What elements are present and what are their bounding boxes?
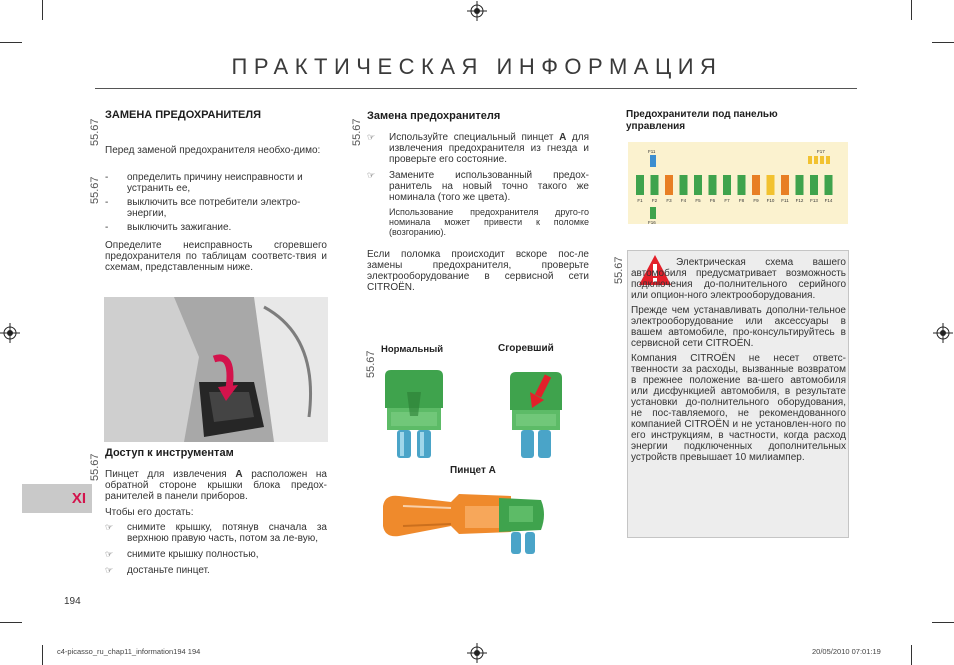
fuse-slot [636,175,644,195]
after-replacement-text: Если поломка происходит вскоре пос-ле замены предохранителя, проверьте электрооборудование в сервисной сети CITROËN. [367,249,589,293]
fuse-label: F2 [651,198,658,203]
crop-line [42,645,43,665]
fuse-label: F3 [666,198,672,203]
list-item: ☞ достаньте пинцет. [105,565,210,576]
label-tweezers: Пинцет A [450,465,496,476]
side-code: 55.67 [351,118,363,146]
fuse-label: F11 [781,198,789,203]
fuse-label: F9 [753,198,759,203]
blown-fuse-illustration [508,370,564,460]
side-code: 55.67 [89,176,101,204]
note-text: Использование предохранителя друго-го номинала может привести к поломке (возгоранию). [389,207,589,237]
fuse-slot [810,175,818,195]
side-code: 55.67 [613,256,625,284]
fuse-slot [650,155,656,167]
fuse-slot [694,175,702,195]
list-item: ☞ снимите крышку, потянув сначала за верхнюю правую часть, потом за ле-вую, [105,522,327,544]
replacement-list [367,132,589,237]
steps-list [105,172,327,233]
crop-line [0,622,22,623]
list-item: ☞ Используйте специальный пинцет A для извлечения предохранителя из гнезда и проверьте его состояние. [367,132,589,165]
pointing-hand-icon: ☞ [367,132,376,142]
fuse-slot [665,175,673,195]
fuse-label: F8 [738,198,745,203]
crop-registration-mark-bottom [467,643,487,663]
fuse-label: F17 [817,149,825,154]
fuse-slot [650,207,656,219]
fuse-slot [825,175,833,195]
fuse-label: F1 [637,198,643,203]
section-heading-fuse-replacement: ЗАМЕНА ПРЕДОХРАНИТЕЛЯ [105,109,262,121]
label-normal: Нормальный [381,344,444,355]
fuse-slot [781,175,789,195]
pointing-hand-icon: ☞ [105,549,114,559]
dashboard-photo [104,297,328,442]
page-number: 194 [64,596,81,607]
fuse-slot [738,175,746,195]
section-heading-replacement: Замена предохранителя [367,110,501,122]
crop-line [42,0,43,20]
crop-registration-mark-top [467,1,487,21]
crop-line [911,645,912,665]
fuse-label: F11 [648,149,656,154]
crop-line [932,42,954,43]
pointing-hand-icon: ☞ [105,565,114,575]
page-title: ПРАКТИЧЕСКАЯ ИНФОРМАЦИЯ [231,54,723,79]
list-item: - определить причину неисправности и устранить ее, [105,172,303,194]
footer-file-info: c4-picasso_ru_chap11_information194 194 [57,647,201,656]
warning-text: Электрическая схема вашего автомобиля предусматривает возможность подключения до-полнительного серийного или опцион-ного электрооборудования. Прежде чем устанавливать дополни-тельное электрооборудование или аксессуары в вашем автомобиле, про-консультируйтесь в сервисной сети CITROËN. Компания CITROËN не несет ответс-твенности за расходы, вызванные возвратом в прежнее положение ва-шего автомобиля или дисфункцией автомобиля, в результате установки до-полнительного оборудования, не пос-тавляемого, не рекомендованного компанией CITROËN и не установлен-ного по его инструкциям, в частности, когда расход энергии подключенных дополнительных устройств превышает 10 милиампер. [631,257,846,463]
crop-registration-mark-right [933,323,953,343]
how-to-text: Чтобы его достать: [105,507,194,518]
side-code: 55.67 [89,453,101,481]
fuse-slot [796,175,804,195]
normal-fuse-illustration [383,368,445,460]
list-item: ☞ снимите крышку полностью, [105,549,259,560]
crop-line [911,0,912,20]
list-item: - выключить все потребители электро-энергии, [105,197,301,219]
fuse-label: F14 [824,198,833,203]
fuse-label: F12 [795,198,804,203]
fuse-slot [814,156,818,164]
crop-line [0,42,22,43]
fuse-label: F10 [766,198,775,203]
fuse-slot [752,175,760,195]
label-blown: Сгоревший [498,343,554,354]
fuse-label: F13 [810,198,818,203]
side-code: 55.67 [365,350,377,378]
after-steps-text: Определите неисправность сгоревшего предохранителя по таблицам соответс-твия и схемам, представленным ниже. [105,240,327,273]
intro-text: Перед заменой предохранителя необхо-димо: [105,145,321,156]
fuse-slot [709,175,717,195]
list-item: ☞ Замените использованный предох-ранитель на новый точно такого же номинала (того же цвета). [367,170,589,203]
crop-line [932,622,954,623]
access-text: Пинцет для извлечения A расположен на обратной стороне крышки блока предох-ранителей в панели приборов. [105,469,327,502]
pointing-hand-icon: ☞ [105,522,114,532]
fuse-slot [826,156,830,164]
fuse-label: F5 [695,198,701,203]
fuse-slot [767,175,775,195]
fuse-slot [723,175,731,195]
section-heading-dash-fuses: Предохранители под панелью управления [626,109,778,132]
tweezers-illustration [381,486,549,558]
fuse-label: F4 [680,198,687,203]
section-heading-tool-access: Доступ к инструментам [105,447,234,459]
pointing-hand-icon: ☞ [367,170,376,180]
crop-registration-mark-left [0,323,20,343]
fuse-box-diagram [628,142,848,224]
warning-box [627,250,849,538]
chapter-tab: XI [22,484,92,513]
fuse-slot [651,175,659,195]
fuse-label: F16 [648,220,656,224]
fuse-slot [680,175,688,195]
fuse-label: F7 [724,198,730,203]
fuse-slot [808,156,812,164]
how-to-list [105,522,327,576]
side-code: 55.67 [89,118,101,146]
title-rule [95,88,857,89]
list-item: - выключить зажигание. [105,222,232,233]
fuse-slot [820,156,824,164]
fuse-label: F6 [709,198,716,203]
footer-timestamp: 20/05/2010 07:01:19 [812,647,881,656]
